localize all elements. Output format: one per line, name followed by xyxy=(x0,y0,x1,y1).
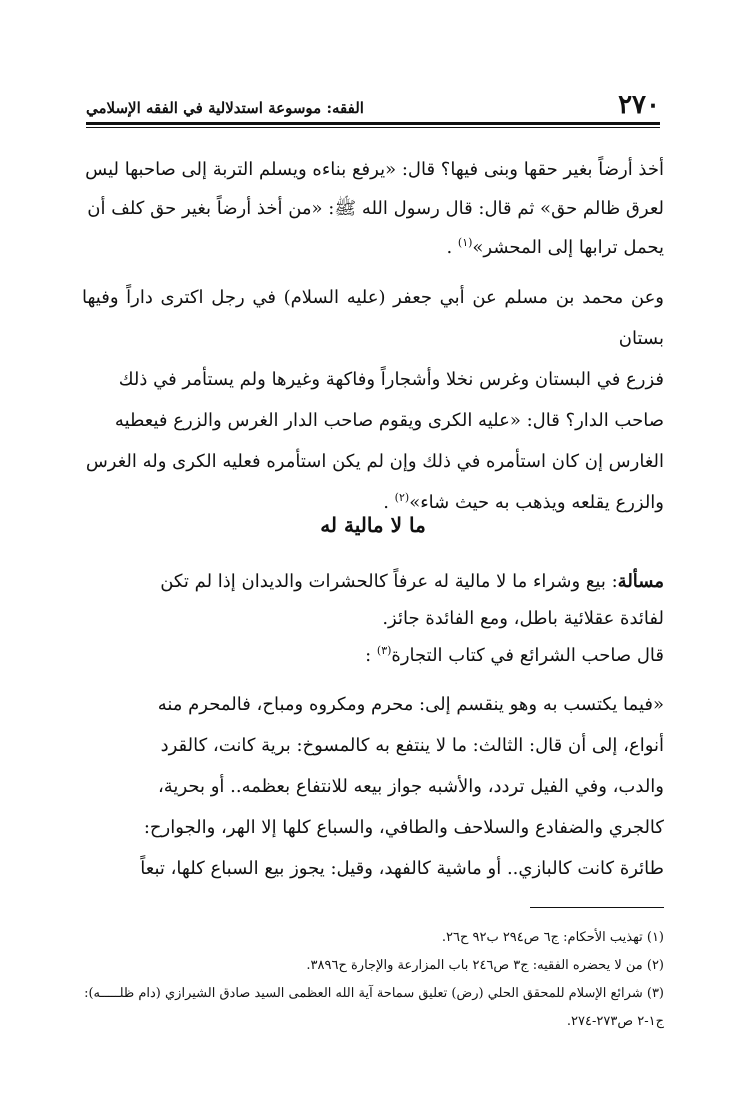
text-line: أنواع، إلى أن قال: الثالث: ما لا ينتفع به كالمسوخ: برية كانت، كالقرد xyxy=(160,735,664,756)
text-line: صاحب الدار؟ قال: «عليه الكرى ويقوم صاحب الدار الغرس والزرع فيعطيه xyxy=(114,410,664,431)
running-head xyxy=(86,86,660,120)
header-rule-thin xyxy=(86,127,660,128)
text-line xyxy=(82,637,664,674)
section-heading: ما لا مالية له xyxy=(320,513,426,537)
footnote-marker: (١) xyxy=(457,236,473,249)
page-number: ٢٧٠ xyxy=(618,90,660,120)
text-line: لفائدة عقلائية باطل، ومع الفائدة جائز. xyxy=(382,608,664,629)
masala-paragraph xyxy=(82,563,664,674)
text-line: والدب، وفي الفيل تردد، والأشبه جواز بيعه للانتفاع بعظمه.. أو بحرية، xyxy=(157,776,664,797)
text-line: الغارس إن كان استأمره في ذلك وإن لم يكن استأمره فعليه الكرى وله الغرس xyxy=(85,451,664,472)
text-line: وعن محمد بن مسلم عن أبي جعفر (عليه السلام) في رجل اكترى داراً وفيها بستان xyxy=(82,287,664,349)
footnote: (٢) من لا يحضره الفقيه: ج٣ ص٢٤٦ باب المزارعة والإجارة ح٣٨٩٦. xyxy=(306,958,664,973)
text-line: طائرة كانت كالبازي.. أو ماشية كالفهد، وقيل: يجوز بيع السباع كلها، تبعاً xyxy=(140,858,664,879)
text-line: كالجري والضفادع والسلاحف والطافي، والسباع كلها إلا الهر، والجوارح: xyxy=(143,817,664,838)
text-fragment: : xyxy=(365,645,372,666)
text-fragment: . xyxy=(383,492,389,513)
text-line: أخذ أرضاً بغير حقها وبنى فيها؟ قال: «يرفع بناءه ويسلم التربة إلى صاحبها ليس xyxy=(85,159,664,180)
footnote-marker: (٢) xyxy=(394,491,410,504)
text-line xyxy=(82,563,664,600)
footnote: ج١-٢ ص٢٧٣-٢٧٤. xyxy=(566,1014,664,1029)
text-fragment: والزرع يقلعه ويذهب به حيث شاء» xyxy=(409,492,664,513)
text-fragment: . xyxy=(446,237,453,258)
footnote-marker: (٣) xyxy=(376,644,392,657)
text-line xyxy=(82,228,664,267)
paragraph-1 xyxy=(82,150,664,267)
paragraph-2 xyxy=(82,277,664,523)
footnotes xyxy=(82,924,664,1036)
footnote: (١) تهذيب الأحكام: ج٦ ص٢٩٤ ب٩٢ ح٢٦. xyxy=(441,930,664,945)
header-rule-thick xyxy=(86,122,660,125)
text-fragment: يحمل ترابها إلى المحشر» xyxy=(472,237,664,258)
footnote-separator xyxy=(530,907,664,908)
quote-paragraph xyxy=(82,684,664,889)
header-title: الفقه: موسوعة استدلالية في الفقه الإسلامي xyxy=(86,99,364,117)
text-fragment: قال صاحب الشرائع في كتاب التجارة xyxy=(391,645,664,666)
text-line: فزرع في البستان وغرس نخلا وأشجاراً وفاكهة وغيرها ولم يستأمر في ذلك xyxy=(118,369,664,390)
text-fragment: : بيع وشراء ما لا مالية له عرفاً كالحشرات والديدان إذا لم تكن xyxy=(160,571,618,592)
text-line: «فيما يكتسب به وهو ينقسم إلى: محرم ومكروه ومباح، فالمحرم منه xyxy=(157,694,664,715)
footnote: (٣) شرائع الإسلام للمحقق الحلي (رض) تعليق سماحة آية الله العظمى السيد صادق الشيرازي (دام ظلـــــه): xyxy=(84,986,664,1001)
masala-term: مسألة xyxy=(617,571,664,592)
text-line: لعرق ظالم حق» ثم قال: قال رسول الله ﷺ: «من أخذ أرضاً بغير حق كلف أن xyxy=(87,198,664,219)
